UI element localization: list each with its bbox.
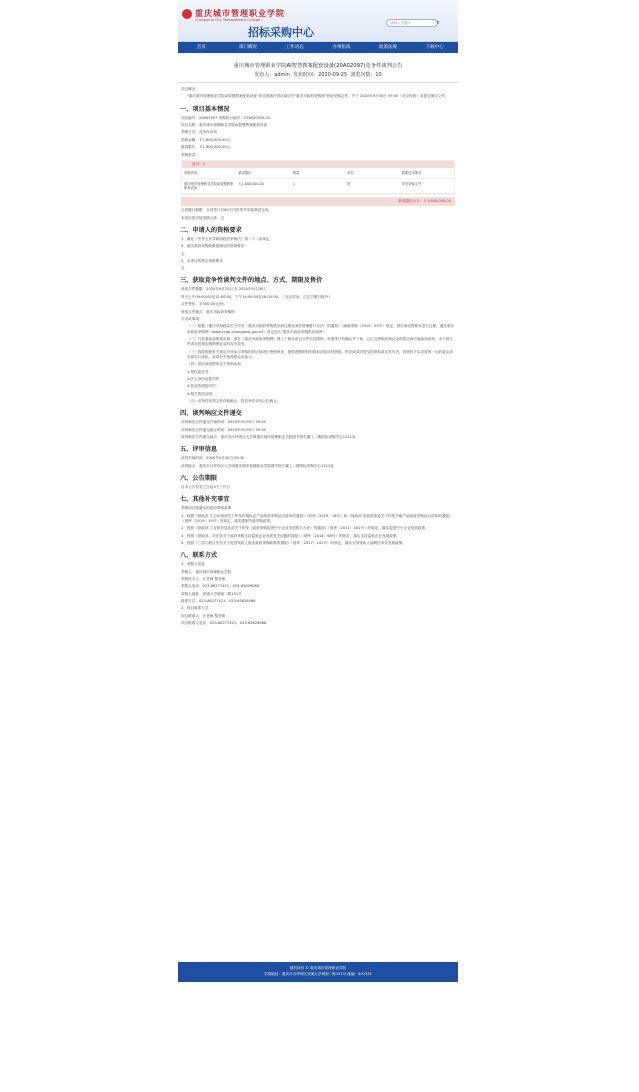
paragraph: 采购经办人：汪老师 黎老师 <box>181 576 226 581</box>
nav-item-guide[interactable]: 办事指南 <box>332 45 351 50</box>
section-heading: 八、联系方式 <box>180 552 218 560</box>
paragraph: 无 <box>181 266 185 271</box>
table-header-row <box>182 168 454 179</box>
paragraph: 4.相关资质证明； <box>187 391 216 396</box>
paragraph: 3.营业执照复印件； <box>187 384 220 389</box>
paragraph: 谈判开始时间：2020年9月30日 09:30 <box>181 456 245 461</box>
search-icon[interactable]: ⌕ <box>436 19 440 26</box>
paragraph: 2、按照《财政部 工业和信息化部关于印发〈政府采购促进中小企业发展暂行办法〉的通知》（财库〔2011〕181号）的规定，落实促进中小企业发展政策。 <box>181 526 429 531</box>
paragraph: 每天上午09:00:00至12:00:00，下午14:00:00至18:00:00。（北京时间，法定节假日除外） <box>181 294 332 299</box>
logo-text: 重庆城市管理职业学院 <box>195 8 285 18</box>
paragraph: （三）我院按照有关规定对所参与采购的供应商进行资格审查，提供虚假资料的将取消其谈判资格。供应商须对提交的资料真实性负责，因资料不实导致的一切后果由供应商自行承担，本项目不接受联合体参与。 <box>187 349 453 359</box>
nav-item-news[interactable]: 工作动态 <box>285 45 304 50</box>
paragraph: 获取文件期限：2020年9月25日 至 2020年9月28日。 <box>181 287 270 292</box>
paragraph: 采购人地址：虎溪大学城南二路151号 <box>181 591 242 596</box>
paragraph: 2、落实政府采购政策需满足的资格要求： <box>181 244 248 249</box>
article-views: 浏览次数：10 <box>350 72 382 78</box>
paragraph: 3、本项目的特定资格要求： <box>181 258 227 263</box>
intro-label: 项目概况： <box>181 87 199 91</box>
intro-text: "重庆城市管理职业学院AI智慧教案配套设备"项目的潜在供应商应在"重庆市政府采购网"获取采购文件，并于 2020年9月30日 09:00（北京时间）前提交响应文件。 <box>187 94 449 99</box>
table-header-cell: 简要技术要求 <box>401 170 422 175</box>
nav-item-home[interactable]: 首页 <box>196 45 206 50</box>
article-time: 发布时间：2020-09-25 <box>293 72 348 78</box>
paragraph: 项目编号：20A02097 采购执行编号：CSWJ2020A-22 <box>181 115 271 120</box>
table-header-cell: 采购内容 <box>184 170 198 175</box>
paragraph: 获取文件地点：重庆市政府采购网 <box>181 309 235 314</box>
paragraph: （五）竞争性谈判文件获取截止：按竞争性谈判公告截止。 <box>187 399 281 404</box>
article-meta <box>178 71 458 78</box>
paragraph: 3、按照《财政部、司法部关于政府采购支持监狱企业发展有关问题的通知》（财库〔2014〕68号）的规定，落实支持监狱企业发展政策。 <box>181 533 401 538</box>
site-title: 招标采购中心 <box>248 26 314 39</box>
divider <box>178 82 458 83</box>
paragraph: 自本公告发布之日起3个工作日 <box>181 484 231 489</box>
footer-address: 学校地址：重庆市沙坪坝区虎溪大学城南二路151号 邮编：401331 <box>264 972 372 976</box>
table-cell: 详见采购文件 <box>401 181 422 186</box>
table-header-cell: 数量 <box>292 170 300 175</box>
site-header <box>178 0 458 42</box>
table-cell: ￥1,800,000.00 <box>238 181 264 186</box>
nav-item-about[interactable]: 部门概况 <box>239 45 257 50</box>
paragraph: 采购方式：竞争性谈判 <box>181 130 217 135</box>
section-heading: 六、公告期限 <box>180 474 218 482</box>
paragraph: 采购人：重庆城市管理职业学院 <box>181 569 232 574</box>
paragraph: 项目联系人电话：023-86277421，023-65626068 <box>181 621 267 626</box>
table-header-cell: 最高限价 <box>238 170 252 175</box>
paragraph: 1.授权委托书； <box>187 369 212 374</box>
section-heading: 三、获取竞争性谈判文件的地点、方式、期限及售价 <box>180 277 323 285</box>
table-row <box>182 179 454 194</box>
nav-item-policy[interactable]: 政策法规 <box>379 45 398 50</box>
section-heading: 五、评审信息 <box>180 446 218 454</box>
logo-subtitle: Chongqing City Management College <box>195 18 261 22</box>
section-heading: 七、其他补充事宜 <box>180 496 230 504</box>
paragraph: 采购项目需落实的政府采购政策 <box>181 506 232 511</box>
paragraph: 采购需求： <box>181 152 199 157</box>
article-title: 重庆城市管理职业学院AI智慧教案配套设备(20A02097)竞争性谈判公告 <box>233 63 403 69</box>
paragraph: （四）供应商须携带以下资料参加： <box>187 362 245 367</box>
paragraph: 1、按照《财政部 生态环境部关于印发环境标志产品政府采购品目清单的通知》（财库〔2019〕18号）和《财政部 发展改革委关于印发节能产品政府采购品目清单的通知》（财库〔2019〕19号）的规定，落实强制节能采购政策。 <box>181 513 453 523</box>
paragraph: 谈判响应文件递交截止时间：2020年9月30日 09:30 <box>181 427 267 432</box>
paragraph: 联系方式：023-86277421，023-65626068 <box>181 599 256 604</box>
paragraph: 预算金额：￥1,800,000.00元 <box>181 137 231 142</box>
paragraph: 谈判响应文件递交开始时间：2020年9月30日 09:00 <box>181 420 267 425</box>
main-nav <box>178 42 458 53</box>
paragraph: 合同履行期限：合同签订后60天内供货并安装调试完成。 <box>181 208 272 213</box>
table-header-cell: 单位 <box>347 170 354 175</box>
paragraph: 谈判地点：重庆市沙坪坝区大学城重庆城市管理职业学院图书馆右翼上二楼招标采购中心1211室 <box>181 463 334 468</box>
search-input[interactable]: 请输入关键字 <box>386 19 438 27</box>
site-footer <box>178 962 458 982</box>
paragraph: 谈判响应文件递交地点：重庆市沙坪坝区大学城重庆城市管理职业学院图书馆右翼上二楼招标采购中心1211室 <box>181 435 356 440</box>
section-heading: 一、项目基本情况 <box>180 105 230 113</box>
requirement-table <box>181 160 455 195</box>
paragraph: 本项目是否接受联合体：否 <box>181 215 225 220</box>
paragraph: 4、按照《三部门联合发布关于促进残疾人就业政府采购政策的通知》（财库〔2017〕141号）的规定，落实支持残疾人福利性单位发展政策。 <box>181 540 406 545</box>
section-heading: 四、谈判响应文件递交 <box>180 410 242 418</box>
paragraph: 最高限价：￥1,800,000.00元 <box>181 145 231 150</box>
paragraph: （一）根据《重庆市财政局关于印发〈重庆市政府采购供应商注册及诚信管理暂行办法〉的通知》（渝财采购〔2015〕45号）规定，供应商应按要求进行注册，通过重庆市政府采购网（www.ccgp-chongqing.gov.cn）登记加入"重庆市政府采购供应商库"。 <box>187 324 455 334</box>
section-heading: 二、申请人的资格要求 <box>180 226 242 234</box>
paragraph: 项目联系人：汪老师 黎老师 <box>181 613 226 618</box>
paragraph: 文件售价：￥500.00元/份。 <box>181 302 228 307</box>
table-cell: 1 <box>292 181 295 186</box>
table-cell: 重庆城市管理职业学院AI智慧教案配套设备 <box>184 181 234 190</box>
paragraph: 方式或事项： <box>181 317 203 322</box>
paragraph: 2.法人身份证复印件； <box>187 377 223 381</box>
article-publisher: 发布人：admin <box>254 72 290 78</box>
article <box>178 56 458 958</box>
footer-copyright: 版权所有 © 重庆城市管理职业学院 <box>289 966 347 970</box>
table-cell: 批 <box>347 181 351 186</box>
paragraph: 2、项目联系方式 <box>181 606 209 611</box>
paragraph: 1、采购人信息 <box>181 562 205 567</box>
table-pack-label: 包号：1 <box>182 161 454 168</box>
table-total: 最高限价合计：￥1,800,000.00 <box>181 197 455 206</box>
paragraph: 无 <box>181 251 185 256</box>
paragraph: 1、满足《中华人民共和国政府采购法》第二十二条规定。 <box>181 236 274 241</box>
paragraph: 项目名称：重庆城市管理职业学院AI智慧教案配套设备 <box>181 122 268 127</box>
nav-item-download[interactable]: 下载中心 <box>425 45 444 50</box>
college-emblem-icon <box>182 9 192 19</box>
paragraph: 采购人电话：023-86277421，023-65626068 <box>181 584 260 589</box>
paragraph: （二）凡有意参加的供应商，请在《重庆市政府采购网》网上下载本项目文件以及图纸、补遗等只有确认并下载，且已交纳响应保证金的供应商方能参加谈判，未下载文件或未按规定缴纳保证金的视为放弃。 <box>187 337 453 347</box>
